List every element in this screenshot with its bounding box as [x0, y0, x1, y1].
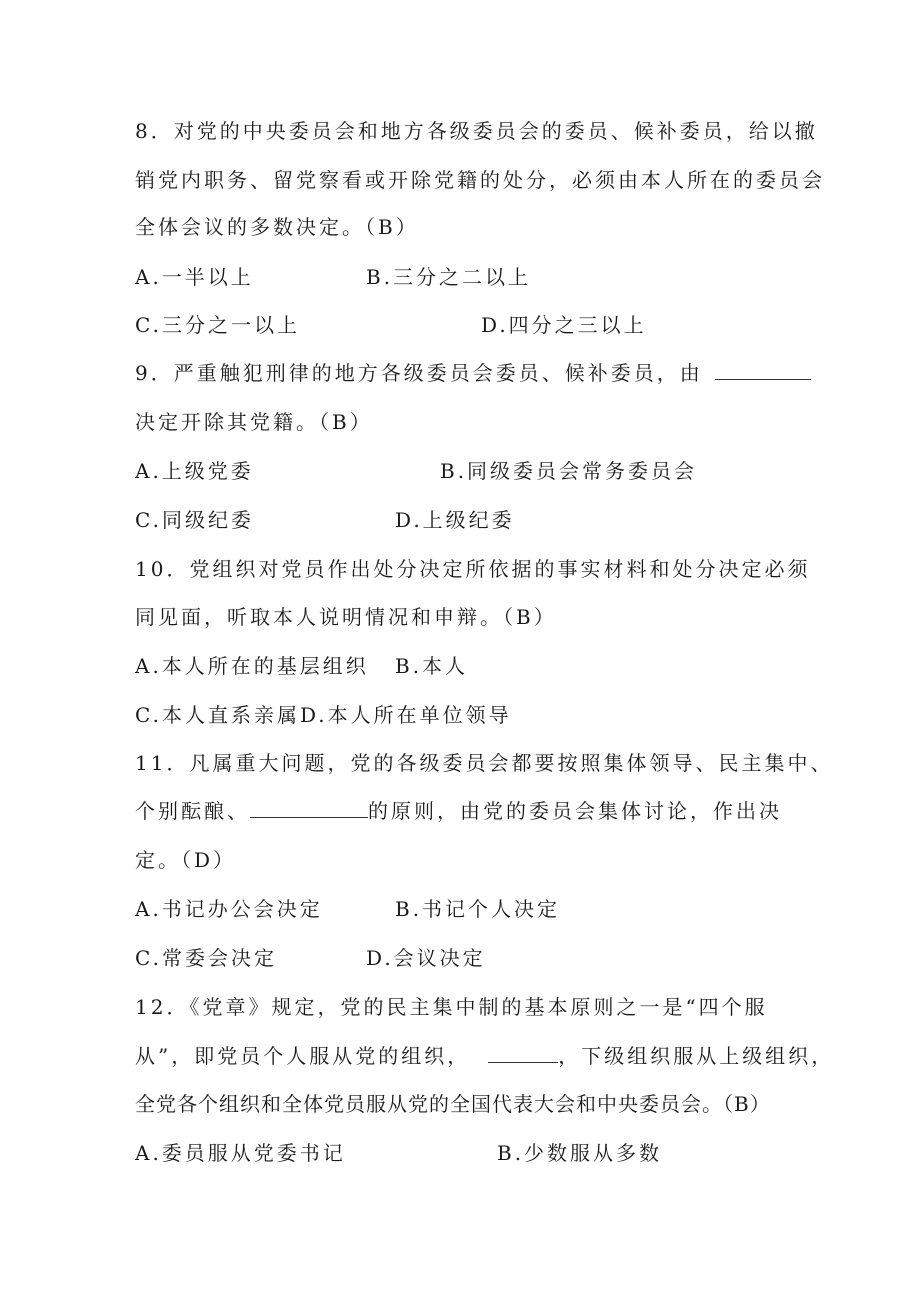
q8-option-b: B.三分之二以上	[366, 265, 532, 289]
q12-option-b: B.少数服从多数	[497, 1141, 663, 1165]
q12-text-line-3: 全党各个组织和全体党员服从党的全国代表大会和中央委员会。（B）	[135, 1092, 771, 1116]
q11-option-c: C.常委会决定	[135, 946, 277, 970]
q9-option-a: A.上级党委	[135, 459, 254, 483]
q12-text-line-2	[135, 1042, 834, 1070]
q11-text-line-2-start: 个别酝酿、	[135, 799, 250, 823]
q11-answer-blank	[250, 797, 368, 818]
q12-option-a: A.委员服从党委书记	[135, 1141, 346, 1165]
q8-text-line-2: 销党内职务、留党察看或开除党籍的处分，必须由本人所在的委员会	[135, 168, 825, 192]
q12-text-line-2-end: ，下级组织服从上级组织，	[558, 1044, 835, 1068]
q11-text-line-2-end: 的原则，由党的委员会集体讨论，作出决	[368, 799, 782, 823]
q11-option-b: B.书记个人决定	[395, 897, 561, 921]
q11-text-line-3: 定。（D）	[135, 848, 237, 872]
q12-text-line-2-start: 从”，即党员个人服从党的组织，	[135, 1044, 471, 1068]
q10-text-line-1: 10．党组织对党员作出处分决定所依据的事实材料和处分决定必须	[135, 557, 811, 581]
q12-text-line-1: 12．《党章》规定，党的民主集中制的基本原则之一是“四个服	[135, 995, 768, 1019]
q8-text-line-1: 8．对党的中央委员会和地方各级委员会的委员、候补委员，给以撤	[135, 119, 818, 143]
q12-answer-blank	[488, 1042, 558, 1063]
q10-option-b: B.本人	[395, 654, 469, 678]
q8-option-a: A.一半以上	[135, 265, 254, 289]
q9-text-line-2: 决定开除其党籍。（B）	[135, 410, 373, 434]
q10-option-a: A.本人所在的基层组织	[135, 654, 369, 678]
q9-text-line-1-content: 9．严重触犯刑律的地方各级委员会委员、候补委员，由	[135, 361, 703, 385]
q9-option-b: B.同级委员会常务委员会	[440, 459, 698, 483]
q10-option-c-d: C.本人直系亲属D.本人所在单位领导	[135, 703, 512, 727]
q10-text-line-2: 同见面，听取本人说明情况和申辩。（B）	[135, 605, 557, 629]
q11-text-line-1: 11．凡属重大问题，党的各级委员会都要按照集体领导、民主集中、	[135, 751, 834, 775]
q8-option-c: C.三分之一以上	[135, 313, 300, 337]
q9-option-c: C.同级纪委	[135, 508, 254, 532]
q11-option-d: D.会议决定	[366, 946, 486, 970]
q8-text-line-3: 全体会议的多数决定。（B）	[135, 215, 419, 239]
q8-option-d: D.四分之三以上	[481, 313, 647, 337]
q11-option-a: A.书记办公会决定	[135, 897, 323, 921]
q9-answer-blank	[715, 359, 811, 380]
q9-text-line-1	[135, 359, 811, 387]
q11-text-line-2	[135, 797, 782, 825]
q9-option-d: D.上级纪委	[395, 508, 515, 532]
